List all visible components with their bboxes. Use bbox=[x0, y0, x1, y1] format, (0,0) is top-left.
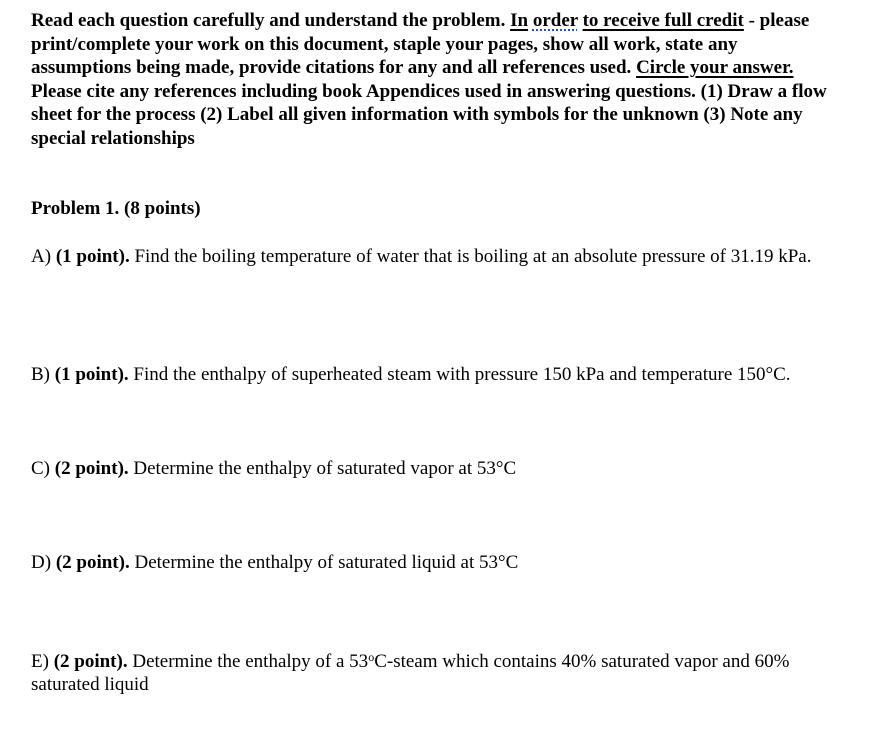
question-letter: B) bbox=[31, 364, 55, 385]
instructions-requirements: - please print/complete your work on this document, staple your pages, show all work, state any assumptions being made, provide citations for any and all references used. bbox=[31, 10, 810, 78]
question-points: (2 point). bbox=[54, 458, 129, 479]
degree-symbol: o bbox=[368, 650, 375, 664]
instructions-paragraph bbox=[31, 9, 831, 150]
question-c bbox=[31, 457, 861, 480]
instructions-steps: Please cite any references including book Appendices used in answering questions. (1) Draw a flow sheet for the process (2) Label all given information with symbols for the unknown (3) Note any special relationships bbox=[31, 80, 827, 149]
question-letter: E) bbox=[31, 651, 54, 672]
question-letter: C) bbox=[31, 458, 55, 479]
question-text: Find the enthalpy of superheated steam with pressure 150 kPa and temperature 150°C. bbox=[128, 364, 791, 385]
problem-heading: Problem 1. (8 points) bbox=[31, 198, 201, 219]
question-points: (2 point). bbox=[53, 651, 128, 672]
question-text: Determine the enthalpy of saturated liquid at 53°C bbox=[129, 552, 519, 573]
question-points: (1 point). bbox=[54, 364, 129, 385]
question-points: (1 point). bbox=[55, 246, 130, 267]
question-text-end: C-steam which contains 40% saturated vapor and 60% saturated liquid bbox=[31, 651, 790, 695]
question-text: Find the boiling temperature of water that is boiling at an absolute pressure of 31.19 kPa. bbox=[129, 246, 812, 267]
question-a bbox=[31, 245, 861, 268]
question-points: (2 point). bbox=[55, 552, 130, 573]
full-credit-phrase: to receive full credit bbox=[582, 10, 744, 31]
question-b bbox=[31, 363, 861, 386]
circle-answer-note: Circle your answer. bbox=[636, 57, 794, 78]
question-e bbox=[31, 646, 861, 696]
question-text: Determine the enthalpy of saturated vapor at 53°C bbox=[128, 458, 517, 479]
full-credit-order: order bbox=[532, 10, 578, 31]
instructions-intro: Read each question carefully and understand the problem. bbox=[31, 10, 511, 31]
question-letter: A) bbox=[31, 246, 56, 267]
question-letter: D) bbox=[31, 552, 56, 573]
full-credit-in: In bbox=[510, 10, 529, 31]
question-d bbox=[31, 551, 861, 574]
question-text-start: Determine the enthalpy of a 53 bbox=[127, 651, 369, 672]
